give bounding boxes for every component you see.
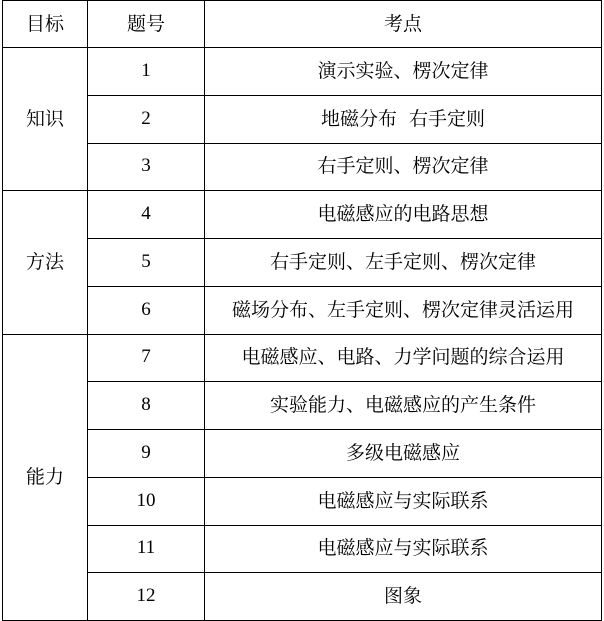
- header-number: 题号: [88, 1, 205, 48]
- table-row: [3, 48, 602, 96]
- exam-point: 演示实验、楞次定律: [205, 48, 602, 96]
- goal-method: 方法: [3, 191, 88, 334]
- table-row: [3, 143, 602, 191]
- exam-point: 图象: [205, 573, 602, 621]
- table-header-row: [3, 1, 602, 48]
- table-row: [3, 477, 602, 525]
- goal-ability: 能力: [3, 334, 88, 621]
- question-number: 2: [88, 95, 205, 143]
- table-row: [3, 382, 602, 430]
- header-goal: 目标: [3, 1, 88, 48]
- question-number: 9: [88, 430, 205, 478]
- exam-point: 实验能力、电磁感应的产生条件: [205, 382, 602, 430]
- table-row: [3, 573, 602, 621]
- question-number: 11: [88, 525, 205, 573]
- exam-point: 电磁感应与实际联系: [205, 477, 602, 525]
- question-number: 6: [88, 286, 205, 334]
- exam-point: 多级电磁感应: [205, 430, 602, 478]
- table-row: [3, 239, 602, 287]
- question-number: 10: [88, 477, 205, 525]
- header-point: 考点: [205, 1, 602, 48]
- table-row: [3, 286, 602, 334]
- table-row: [3, 334, 602, 382]
- exam-point: 电磁感应、电路、力学问题的综合运用: [205, 334, 602, 382]
- table-row: [3, 525, 602, 573]
- exam-point: 磁场分布、左手定则、楞次定律灵活运用: [205, 286, 602, 334]
- question-number: 4: [88, 191, 205, 239]
- question-number: 12: [88, 573, 205, 621]
- question-number: 7: [88, 334, 205, 382]
- exam-point: 右手定则、楞次定律: [205, 143, 602, 191]
- question-number: 8: [88, 382, 205, 430]
- exam-topic-table: [2, 0, 602, 621]
- table-row: [3, 430, 602, 478]
- exam-point: 电磁感应的电路思想: [205, 191, 602, 239]
- table-row: [3, 191, 602, 239]
- goal-knowledge: 知识: [3, 48, 88, 191]
- question-number: 3: [88, 143, 205, 191]
- question-number: 1: [88, 48, 205, 96]
- exam-point: 电磁感应与实际联系: [205, 525, 602, 573]
- exam-point: 右手定则、左手定则、楞次定律: [205, 239, 602, 287]
- question-number: 5: [88, 239, 205, 287]
- table-row: [3, 95, 602, 143]
- exam-point: 地磁分布 右手定则: [205, 95, 602, 143]
